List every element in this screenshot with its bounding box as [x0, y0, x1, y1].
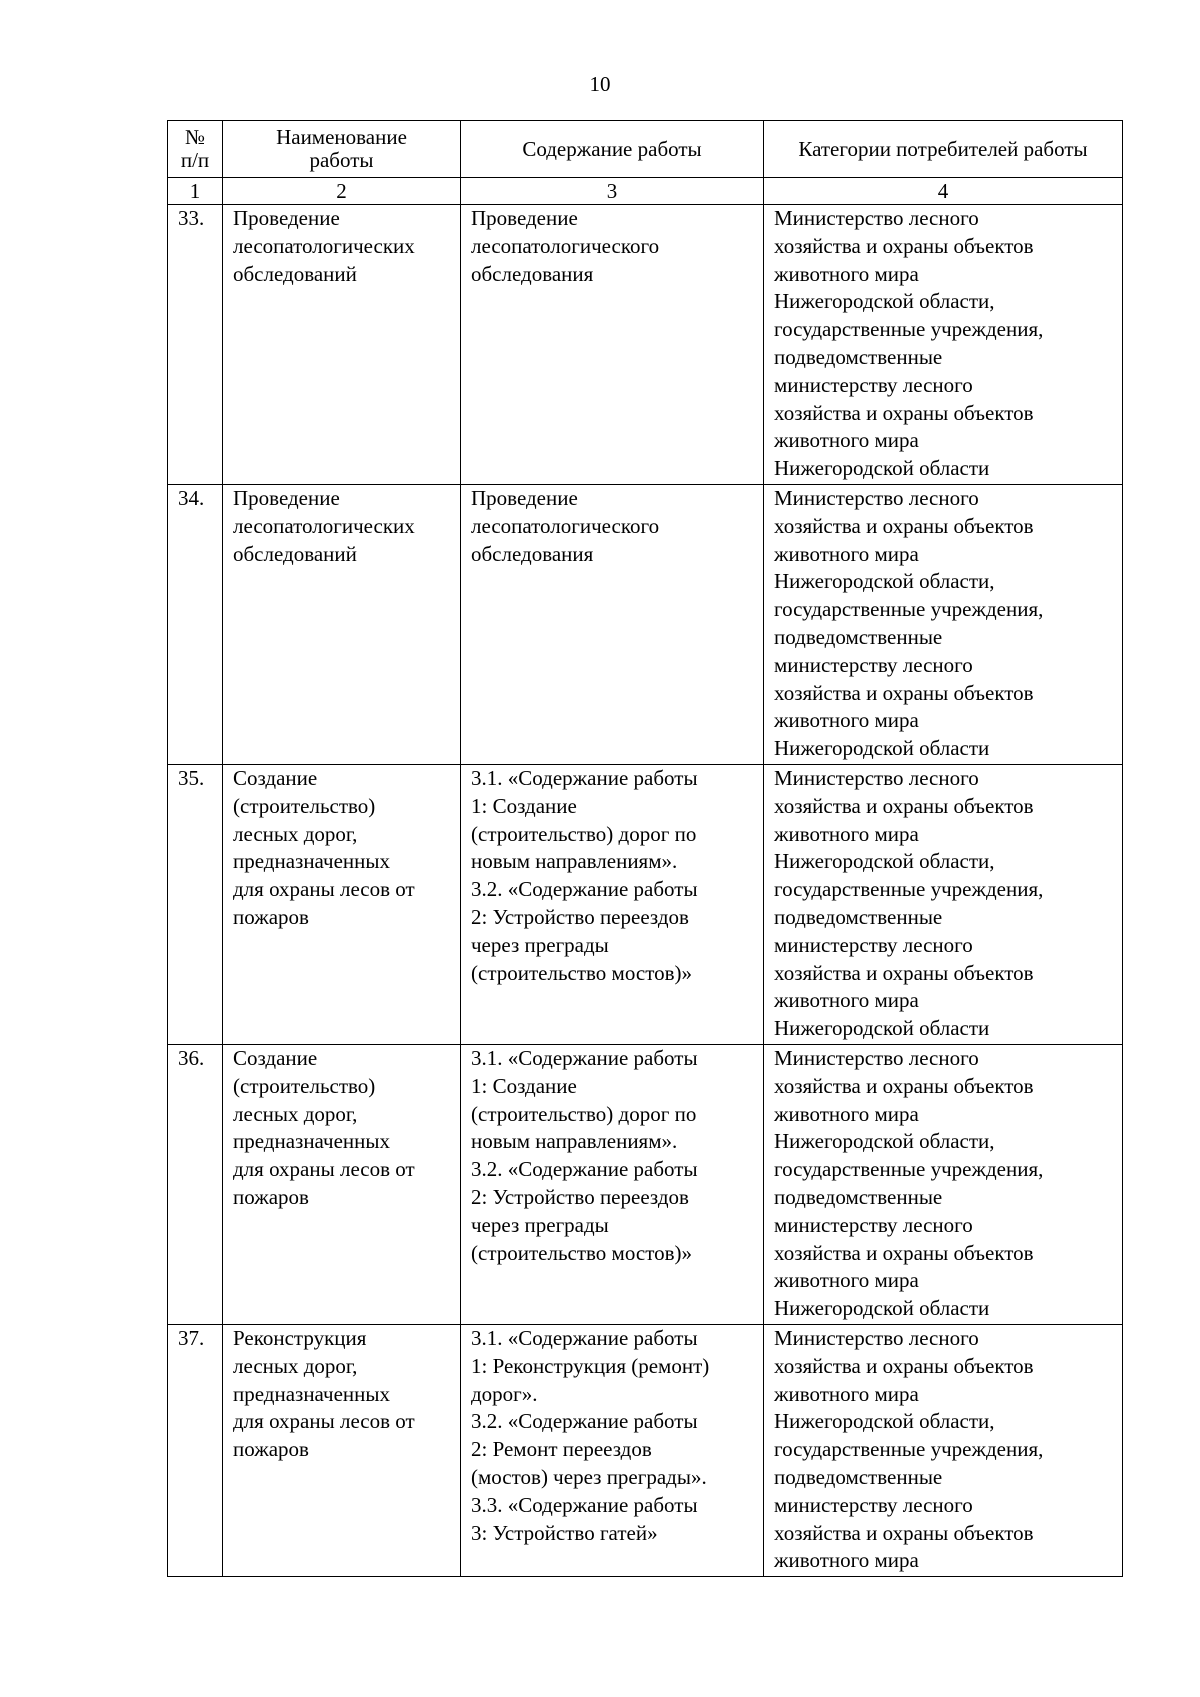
consumers-line: хозяйства и охраны объектов	[774, 1240, 1034, 1265]
row-number: 33.	[168, 205, 223, 485]
consumers-line: Нижегородской области,	[774, 569, 995, 594]
consumers-line: животного мира	[774, 988, 919, 1013]
work-content-line: через преграды	[471, 1212, 609, 1237]
work-content-cell	[461, 765, 764, 1045]
consumers-line: Нижегородской области,	[774, 289, 995, 314]
consumers-line: Нижегородской области,	[774, 1409, 995, 1434]
consumers-line: Нижегородской области,	[774, 1129, 995, 1154]
consumers-line: Нижегородской области	[774, 736, 990, 761]
consumers-cell	[764, 205, 1123, 485]
work-name-line: (строительство)	[233, 1073, 376, 1098]
consumers-line: хозяйства и охраны объектов	[774, 233, 1034, 258]
consumers-line: Министерство лесного	[774, 206, 979, 230]
header-num	[168, 121, 223, 178]
work-content-line: дорог».	[471, 1381, 538, 1406]
work-content-cell	[461, 1325, 764, 1577]
consumers-line: хозяйства и охраны объектов	[774, 400, 1034, 425]
work-content-line: обследования	[471, 261, 594, 286]
work-name-line: лесопатологических	[233, 513, 415, 538]
header-num-line: п/п	[180, 148, 210, 172]
work-content-line: лесопатологического	[471, 233, 660, 258]
work-content-cell	[461, 1045, 764, 1325]
header-num-line: №	[184, 125, 206, 149]
consumers-line: Министерство лесного	[774, 1046, 979, 1070]
table-row	[168, 1045, 1123, 1325]
consumers-line: подведомственные	[774, 344, 943, 369]
header-name	[223, 121, 461, 178]
work-name-line: обследований	[233, 541, 357, 566]
work-name-cell	[223, 485, 461, 765]
page-number: 10	[589, 72, 611, 96]
consumers-cell	[764, 1045, 1123, 1325]
work-name-line: пожаров	[233, 1437, 309, 1462]
column-number: 4	[764, 178, 1123, 205]
consumers-line: Нижегородской области,	[774, 849, 995, 874]
work-content-cell	[461, 205, 764, 485]
consumers-line: животного мира	[774, 261, 919, 286]
consumers-line: Нижегородской области	[774, 1296, 990, 1321]
column-number: 1	[168, 178, 223, 205]
work-name-line: для охраны лесов от	[233, 1157, 415, 1182]
work-content-line: (строительство) дорог по	[471, 1101, 697, 1126]
header-content: Содержание работы	[461, 121, 764, 178]
work-content-line: 1: Реконструкция (ремонт)	[471, 1353, 710, 1378]
work-content-line: 3.2. «Содержание работы	[471, 1409, 698, 1434]
consumers-line: министерству лесного	[774, 1492, 973, 1517]
row-number: 37.	[168, 1325, 223, 1577]
work-content-line: 2: Устройство переездов	[471, 904, 689, 929]
work-content-line: обследования	[471, 541, 594, 566]
work-content-line: (строительство) дорог по	[471, 821, 697, 846]
work-name-line: для охраны лесов от	[233, 1409, 415, 1434]
consumers-line: хозяйства и охраны объектов	[774, 1073, 1034, 1098]
work-name-line: обследований	[233, 261, 357, 286]
consumers-line: министерству лесного	[774, 1212, 973, 1237]
work-content-line: (мостов) через преграды».	[471, 1464, 707, 1489]
consumers-cell	[764, 765, 1123, 1045]
work-content-line: Проведение	[471, 206, 578, 230]
work-name-line: пожаров	[233, 1184, 309, 1209]
consumers-line: государственные учреждения,	[774, 1437, 1044, 1462]
work-name-cell	[223, 205, 461, 485]
header-name-line: работы	[309, 148, 374, 172]
consumers-cell	[764, 1325, 1123, 1577]
consumers-line: животного мира	[774, 1101, 919, 1126]
consumers-line: животного мира	[774, 428, 919, 453]
work-name-cell	[223, 1325, 461, 1577]
table-row	[168, 485, 1123, 765]
consumers-line: Министерство лесного	[774, 1326, 979, 1350]
consumers-line: министерству лесного	[774, 372, 973, 397]
consumers-line: хозяйства и охраны объектов	[774, 960, 1034, 985]
table-row	[168, 765, 1123, 1045]
work-content-line: новым направлениям».	[471, 849, 678, 874]
column-number-row	[168, 178, 1123, 205]
consumers-line: хозяйства и охраны объектов	[774, 1353, 1034, 1378]
table-header-row	[168, 121, 1123, 178]
consumers-line: хозяйства и охраны объектов	[774, 1520, 1034, 1545]
work-content-line: Проведение	[471, 486, 578, 510]
work-content-cell	[461, 485, 764, 765]
work-content-line: 3.1. «Содержание работы	[471, 1046, 698, 1070]
work-name-line: лесных дорог,	[233, 1101, 358, 1126]
consumers-line: государственные учреждения,	[774, 317, 1044, 342]
work-name-line: Создание	[233, 766, 318, 790]
work-content-line: (строительство мостов)»	[471, 1240, 693, 1265]
consumers-line: Министерство лесного	[774, 766, 979, 790]
work-content-line: 2: Ремонт переездов	[471, 1437, 652, 1462]
work-content-line: 1: Создание	[471, 1073, 577, 1098]
row-number: 35.	[168, 765, 223, 1045]
consumers-line: хозяйства и охраны объектов	[774, 793, 1034, 818]
consumers-line: подведомственные	[774, 904, 943, 929]
work-name-line: лесных дорог,	[233, 1353, 358, 1378]
work-name-line: предназначенных	[233, 1381, 391, 1406]
work-content-line: 3: Устройство гатей»	[471, 1520, 658, 1545]
consumers-line: животного мира	[774, 1548, 919, 1573]
work-content-line: 1: Создание	[471, 793, 577, 818]
work-content-line: 2: Устройство переездов	[471, 1184, 689, 1209]
work-name-line: Создание	[233, 1046, 318, 1070]
consumers-line: подведомственные	[774, 624, 943, 649]
consumers-line: хозяйства и охраны объектов	[774, 680, 1034, 705]
work-content-line: 3.1. «Содержание работы	[471, 766, 698, 790]
table-body	[168, 205, 1123, 1577]
work-name-line: Реконструкция	[233, 1326, 367, 1350]
row-number: 34.	[168, 485, 223, 765]
work-name-cell	[223, 1045, 461, 1325]
column-number: 3	[461, 178, 764, 205]
work-name-line: Проведение	[233, 486, 340, 510]
work-name-cell	[223, 765, 461, 1045]
work-name-line: предназначенных	[233, 1129, 391, 1154]
work-content-line: лесопатологического	[471, 513, 660, 538]
consumers-line: Нижегородской области	[774, 1016, 990, 1041]
work-name-line: предназначенных	[233, 849, 391, 874]
column-number: 2	[223, 178, 461, 205]
work-name-line: для охраны лесов от	[233, 877, 415, 902]
works-table	[167, 120, 1123, 1577]
consumers-line: животного мира	[774, 1268, 919, 1293]
consumers-line: животного мира	[774, 821, 919, 846]
consumers-line: Министерство лесного	[774, 486, 979, 510]
table-row	[168, 1325, 1123, 1577]
work-name-line: (строительство)	[233, 793, 376, 818]
work-name-line: лесопатологических	[233, 233, 415, 258]
work-content-line: новым направлениям».	[471, 1129, 678, 1154]
row-number: 36.	[168, 1045, 223, 1325]
work-content-line: 3.1. «Содержание работы	[471, 1326, 698, 1350]
consumers-line: Нижегородской области	[774, 456, 990, 481]
consumers-line: животного мира	[774, 1381, 919, 1406]
consumers-line: животного мира	[774, 708, 919, 733]
consumers-line: подведомственные	[774, 1464, 943, 1489]
work-content-line: (строительство мостов)»	[471, 960, 693, 985]
header-name-line: Наименование	[276, 125, 407, 149]
consumers-line: министерству лесного	[774, 652, 973, 677]
work-content-line: через преграды	[471, 932, 609, 957]
work-content-line: 3.2. «Содержание работы	[471, 877, 698, 902]
consumers-line: подведомственные	[774, 1184, 943, 1209]
work-content-line: 3.2. «Содержание работы	[471, 1157, 698, 1182]
consumers-line: государственные учреждения,	[774, 1157, 1044, 1182]
consumers-cell	[764, 485, 1123, 765]
consumers-line: хозяйства и охраны объектов	[774, 513, 1034, 538]
work-name-line: лесных дорог,	[233, 821, 358, 846]
consumers-line: министерству лесного	[774, 932, 973, 957]
work-content-line: 3.3. «Содержание работы	[471, 1492, 698, 1517]
consumers-line: государственные учреждения,	[774, 597, 1044, 622]
header-consumers: Категории потребителей работы	[764, 121, 1123, 178]
consumers-line: животного мира	[774, 541, 919, 566]
work-name-line: Проведение	[233, 206, 340, 230]
table-row	[168, 205, 1123, 485]
consumers-line: государственные учреждения,	[774, 877, 1044, 902]
work-name-line: пожаров	[233, 904, 309, 929]
